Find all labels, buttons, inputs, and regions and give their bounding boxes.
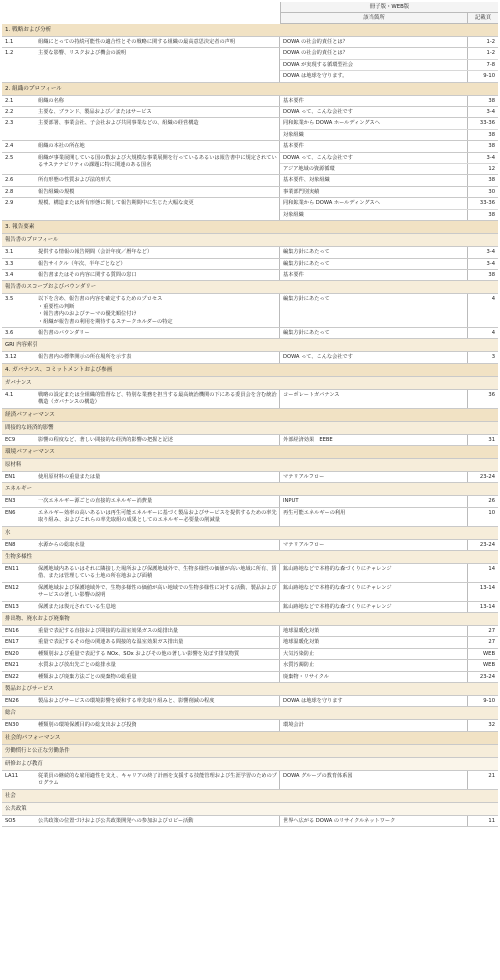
table-row (2, 649, 498, 660)
reference-location: 編集方針にあたって (280, 247, 468, 257)
reference-location: INPUT (280, 496, 468, 506)
reference-page: 38 (488, 271, 495, 278)
subsection-heading: 排出物、廃水および廃棄物 (2, 613, 498, 626)
table-row (2, 771, 498, 790)
subsection-heading: 労働慣行と公正な労働条件 (2, 745, 498, 758)
reference-row (280, 107, 498, 117)
indicator-description: 種類別の環境保護目的の総支出および投資 (36, 720, 280, 730)
reference-location: 鉱山跡地などで本格的な森づくりにチャレンジ (280, 602, 468, 612)
table-row (2, 660, 498, 671)
reference-location: 編集方針にあたって (280, 328, 468, 338)
reference-row (280, 626, 498, 636)
subsection-heading: エネルギー (2, 483, 498, 496)
indicator-id: 3.5 (5, 296, 14, 303)
reference-page: 23-24 (479, 541, 495, 548)
table-row (2, 564, 498, 583)
indicator-id: 3.6 (5, 329, 14, 336)
indicator-description: 一次エネルギー源ごとの直接的エネルギー消費量 (36, 496, 280, 506)
reference-list (280, 564, 498, 582)
indicator-id: EN13 (5, 603, 19, 610)
reference-page: 36 (488, 391, 495, 398)
indicator-id: 2.6 (5, 177, 14, 184)
reference-row (280, 602, 498, 612)
gri-index-table (2, 2, 498, 827)
indicator-description: 戦略の設定または全組織的監督など、特別な業務を担当する最高統治機関の下にある委員会を含む統治構造（ガバナンスの構造） (36, 390, 280, 408)
reference-row (280, 96, 498, 106)
reference-location: 地球温暖化対策 (280, 637, 468, 647)
subsection-heading: 間接的な経済的影響 (2, 422, 498, 435)
reference-page: 9-10 (483, 73, 495, 80)
table-row (2, 328, 498, 339)
reference-page: 3-4 (486, 260, 495, 267)
indicator-description: 種類別および重量で表記する NOx、SOx およびその他の著しい影響を及ぼす排気物質 (36, 649, 280, 659)
reference-location: 鉱山跡地などで本格的な森づくりにチャレンジ (280, 564, 468, 582)
table-row (2, 390, 498, 409)
reference-list (280, 637, 498, 647)
subsection-heading: GRI 内容索引 (2, 339, 498, 352)
table-row (2, 118, 498, 141)
reference-list (280, 270, 498, 280)
sub-subsection-heading: 研修および教育 (2, 758, 498, 771)
reference-list (280, 118, 498, 140)
table-header (2, 2, 498, 24)
reference-row (280, 649, 498, 659)
table-row (2, 153, 498, 176)
indicator-description: 規模、構造または所有形態に関して報告期間中に生じた大幅な変更 (36, 198, 280, 220)
indicator-id: 3.4 (5, 271, 14, 278)
reference-location: 世界へ広がる DOWA のリサイクルネットワーク (280, 816, 468, 826)
reference-row (280, 48, 498, 59)
indicator-id: EN16 (5, 628, 19, 635)
reference-list (280, 37, 498, 47)
reference-row (280, 210, 498, 220)
table-row (2, 816, 498, 827)
indicator-id: 2.1 (5, 97, 14, 104)
indicator-description: 従業員の継続的な雇用適性を支え、キャリアの終了計画を支援する技能管理および生涯学習のためのプログラム (36, 771, 280, 789)
reference-list (280, 141, 498, 151)
indicator-id: 4.1 (5, 391, 14, 398)
header-blank (2, 2, 281, 24)
reference-location: DOWA グループの教育体系図 (280, 771, 468, 789)
reference-page: 38 (488, 131, 495, 138)
table-row (2, 720, 498, 731)
reference-location: 水質汚濁防止 (280, 660, 468, 670)
indicator-description: 組織が事業展開している国の数および大規模な事業展開を行っているあるいは報告書中に規定されているサステナビリティの課題に特に関連のある国名 (36, 153, 280, 175)
reference-page: 3 (491, 354, 495, 361)
reference-location: 同和鉱業から DOWA ホールディングスへ (280, 198, 468, 208)
reference-list (280, 496, 498, 506)
reference-list (280, 390, 498, 408)
reference-list (280, 771, 498, 789)
reference-location: 基本要件、対象組織 (280, 175, 468, 185)
indicator-id: EN11 (5, 566, 19, 572)
reference-list (280, 649, 498, 659)
indicator-description: 提供する情報の報告期間（会計年度／暦年など） (36, 247, 280, 257)
reference-page: 23-24 (479, 473, 495, 480)
table-row (2, 48, 498, 82)
subsection-heading: 製品およびサービス (2, 683, 498, 696)
reference-location: 対象組織 (280, 130, 468, 140)
indicator-description: 水質および放出先ごとの総排水量 (36, 660, 280, 670)
indicator-id: 3.12 (5, 354, 17, 361)
indicator-id: EN22 (5, 673, 19, 680)
reference-location: 編集方針にあたって (280, 259, 468, 269)
reference-page: 13-14 (479, 603, 495, 610)
indicator-description: 重量で表記するその他の関連ある間接的な温室効果ガス排出量 (36, 637, 280, 647)
indicator-description: 報告書またはその内容に関する質問の窓口 (36, 270, 280, 280)
reference-page: 3-4 (486, 109, 495, 116)
reference-row (280, 270, 498, 280)
indicator-id: EN3 (5, 498, 16, 505)
reference-list (280, 328, 498, 338)
reference-page: WEB (483, 650, 495, 657)
reference-page: 4 (491, 329, 495, 336)
indicator-description: 報告サイクル（年次、半年ごとなど） (36, 259, 280, 269)
indicator-id: LA11 (5, 772, 19, 779)
reference-row (280, 294, 498, 327)
reference-row (280, 583, 498, 601)
reference-row (280, 637, 498, 647)
indicator-description: 所有形態の性質および法的形式 (36, 175, 280, 185)
indicator-id: 2.2 (5, 109, 14, 116)
reference-row (280, 328, 498, 338)
header-right (281, 2, 498, 24)
reference-list (280, 672, 498, 682)
indicator-id: EN20 (5, 650, 19, 657)
indicator-description: 影響の程度など、著しい間接的な経済的影響の把握と記述 (36, 435, 280, 445)
section-heading: 経済パフォーマンス (2, 409, 498, 422)
section-heading: 環境パフォーマンス (2, 446, 498, 459)
indicator-id: EN1 (5, 473, 16, 480)
indicator-id: 3.1 (5, 249, 14, 256)
table-row (2, 96, 498, 107)
reference-location: DOWA は地球を守ります (280, 696, 468, 706)
section-heading: 4. ガバナンス、コミットメントおよび参画 (2, 364, 498, 377)
indicator-description: 重量で表記する直接および間接的な温室効果ガスの総排出量 (36, 626, 280, 636)
section-heading: 2. 組織のプロフィール (2, 83, 498, 96)
reference-row (280, 198, 498, 209)
table-row (2, 496, 498, 507)
reference-row (280, 508, 498, 526)
reference-page: 27 (488, 639, 495, 646)
indicator-description: 主要な影響、リスクおよび機会の説明 (36, 48, 280, 81)
reference-page: 32 (488, 722, 495, 729)
reference-row (280, 435, 498, 445)
indicator-description: 主要な、ブランド、製品および／またはサービス (36, 107, 280, 117)
table-row (2, 435, 498, 446)
indicator-id: 2.4 (5, 143, 14, 150)
reference-location: DOWA の社会的責任とは？ (280, 48, 468, 58)
indicator-id: 2.3 (5, 120, 14, 127)
header-location-label: 該当箇所 (281, 13, 468, 23)
indicator-id: 1.2 (5, 50, 14, 57)
reference-page: 13-14 (479, 584, 495, 591)
reference-location: マテリアルフロー (280, 540, 468, 550)
reference-location: 編集方針にあたって (280, 294, 468, 327)
reference-page: 33-36 (479, 120, 495, 127)
table-row (2, 626, 498, 637)
reference-location: 廃棄物・リサイクル (280, 672, 468, 682)
indicator-id: 2.5 (5, 154, 14, 161)
table-row (2, 508, 498, 527)
indicator-id: EN12 (5, 584, 19, 591)
reference-list (280, 472, 498, 482)
table-row (2, 352, 498, 363)
reference-page: 38 (488, 211, 495, 218)
reference-location: アジア地域の資源循環 (280, 164, 468, 174)
reference-row (280, 187, 498, 197)
subsection-heading: 報告書のプロフィール (2, 234, 498, 247)
reference-row (280, 259, 498, 269)
reference-list (280, 187, 498, 197)
reference-location: 基本要件 (280, 270, 468, 280)
table-row (2, 37, 498, 48)
reference-row (280, 247, 498, 257)
indicator-description: 報告書内の標準開示の所在場所を示す表 (36, 352, 280, 362)
reference-row (280, 118, 498, 129)
table-row (2, 107, 498, 118)
reference-page: 33-36 (479, 200, 495, 207)
indicator-id: 2.8 (5, 188, 14, 195)
reference-row (280, 472, 498, 482)
reference-list (280, 435, 498, 445)
indicator-id: 1.1 (5, 39, 14, 45)
table-row (2, 247, 498, 258)
reference-location: 対象組織 (280, 210, 468, 220)
indicator-id: 3.3 (5, 260, 14, 267)
reference-page: 30 (488, 188, 495, 195)
reference-page: 11 (488, 817, 495, 824)
indicator-description: 種類および廃棄方法ごとの廃棄物の総重量 (36, 672, 280, 682)
reference-list (280, 259, 498, 269)
header-columns (281, 13, 498, 24)
reference-location: 大気汚染防止 (280, 649, 468, 659)
reference-list (280, 107, 498, 117)
indicator-id: SO5 (5, 817, 16, 824)
indicator-description: 水源からの総取水量 (36, 540, 280, 550)
subsection-heading: 総合 (2, 707, 498, 720)
reference-location: 地球温暖化対策 (280, 626, 468, 636)
reference-page: 21 (488, 772, 495, 779)
subsection-heading: 原材料 (2, 459, 498, 472)
indicator-description: 保護地域および保護地域外で、生物多様性の価値が高い地域での生物多様性に対する活動、製品およびサービスの著しい影響の説明 (36, 583, 280, 601)
reference-location: 外部経済効果 EEBE (280, 435, 468, 445)
reference-page: 3-4 (486, 249, 495, 256)
reference-page: 3-4 (486, 154, 495, 161)
reference-location: DOWA が実現する循環型社会 (280, 60, 468, 70)
reference-list (280, 660, 498, 670)
reference-row (280, 153, 498, 164)
reference-location: マテリアルフロー (280, 472, 468, 482)
reference-location: 同和鉱業から DOWA ホールディングスへ (280, 118, 468, 128)
reference-location: 事業部門別実績 (280, 187, 468, 197)
reference-row (280, 130, 498, 140)
indicator-description: 組織の名称 (36, 96, 280, 106)
reference-page: 4 (491, 296, 495, 303)
indicator-id: EC9 (5, 436, 16, 443)
reference-list (280, 816, 498, 826)
reference-list (280, 153, 498, 175)
reference-page: 31 (488, 436, 495, 443)
reference-page: 7-8 (486, 61, 495, 68)
reference-location: 基本要件 (280, 141, 468, 151)
reference-row (280, 816, 498, 826)
reference-list (280, 602, 498, 612)
reference-row (280, 672, 498, 682)
indicator-id: EN30 (5, 722, 19, 729)
header-page-label: 記載頁 (474, 15, 492, 21)
reference-row (280, 141, 498, 151)
reference-list (280, 352, 498, 362)
header-group-label: 冊子版・WEB版 (281, 2, 498, 13)
indicator-description: 報告書のバウンダリー (36, 328, 280, 338)
table-row (2, 294, 498, 328)
table-row (2, 540, 498, 551)
reference-page: 26 (488, 498, 495, 505)
reference-page: 38 (488, 143, 495, 150)
reference-page: 14 (488, 566, 495, 572)
indicator-description: エネルギー効率の高いあるいは再生可能エネルギーに基づく製品およびサービスを提供するための率先取り組み、およびこれらの率先取組の成果としてのエネルギー必要量の削減量 (36, 508, 280, 526)
indicator-id: EN6 (5, 509, 16, 516)
indicator-id: EN26 (5, 698, 19, 705)
table-row (2, 259, 498, 270)
reference-page: 1-2 (486, 39, 495, 45)
reference-page: WEB (483, 662, 495, 669)
reference-row (280, 564, 498, 582)
reference-location: 基本要件 (280, 96, 468, 106)
table-row (2, 583, 498, 602)
reference-list (280, 48, 498, 81)
indicator-description: 使用原材料の重量または量 (36, 472, 280, 482)
indicator-id: EN8 (5, 541, 16, 548)
section-heading: 3. 報告要素 (2, 221, 498, 234)
reference-list (280, 508, 498, 526)
reference-page: 9-10 (483, 698, 495, 705)
table-row (2, 602, 498, 613)
section-heading: 社会的パフォーマンス (2, 732, 498, 745)
indicator-description: 組織にとっての持続可能性の適合性とその戦略に関する組織の最高意思決定者の声明 (36, 37, 280, 47)
reference-location: DOWA は地球を守ります。 (280, 71, 468, 81)
reference-location: DOWA って、こんな会社です (280, 107, 468, 117)
subsection-heading: 報告書のスコープおよびバウンダリー (2, 281, 498, 294)
reference-location: 鉱山跡地などで本格的な森づくりにチャレンジ (280, 583, 468, 601)
reference-page: 12 (488, 166, 495, 173)
reference-list (280, 198, 498, 220)
indicator-description: 以下を含め、報告書の内容を確定するためのプロセス ・重要性の判断 ・報告書内のおよびテーマの優先順位付け ・組織が報告書の利用を期待するステークホルダーの特定 (36, 294, 280, 327)
indicator-description: 保護または復元されている生息地 (36, 602, 280, 612)
reference-list (280, 583, 498, 601)
indicator-description: 報告組織の規模 (36, 187, 280, 197)
table-row (2, 696, 498, 707)
indicator-id: 2.9 (5, 200, 14, 207)
reference-row (280, 60, 498, 71)
reference-row (280, 696, 498, 706)
reference-page: 10 (488, 509, 495, 516)
reference-row (280, 540, 498, 550)
subsection-heading: 社会 (2, 790, 498, 803)
reference-row (280, 660, 498, 670)
reference-row (280, 352, 498, 362)
reference-location: DOWA って、こんな会社です (280, 352, 468, 362)
reference-location: 再生可能エネルギーの利用 (280, 508, 468, 526)
reference-row (280, 71, 498, 81)
reference-row (280, 164, 498, 174)
reference-page: 27 (488, 628, 495, 635)
reference-list (280, 294, 498, 327)
reference-row (280, 720, 498, 730)
reference-page: 38 (488, 177, 495, 184)
subsection-heading: 水 (2, 527, 498, 540)
reference-list (280, 696, 498, 706)
subsection-heading: ガバナンス (2, 377, 498, 390)
reference-page: 38 (488, 97, 495, 104)
reference-list (280, 720, 498, 730)
table-row (2, 270, 498, 281)
table-row (2, 187, 498, 198)
table-row (2, 637, 498, 648)
reference-location: DOWA の社会的責任とは？ (280, 37, 468, 47)
reference-row (280, 496, 498, 506)
reference-row (280, 37, 498, 47)
section-heading: 1. 戦略および分析 (2, 24, 498, 37)
reference-location: コーポレートガバナンス (280, 390, 468, 408)
table-body (2, 24, 498, 827)
table-row (2, 472, 498, 483)
indicator-description: 主要部署、事業会社、子会社および共同事業などの、組織の経営構造 (36, 118, 280, 140)
indicator-description: 公共政策の位置づけおよび公共政策開発への参加およびロビー活動 (36, 816, 280, 826)
indicator-description: 保護地域内あるいはそれに隣接した場所および保護地域外で、生物多様性の価値が高い地域に所有、賃借、または管理している土地の所在地および面積 (36, 564, 280, 582)
table-row (2, 672, 498, 683)
reference-page: 23-24 (479, 673, 495, 680)
sub-subsection-heading: 公共政策 (2, 803, 498, 816)
table-row (2, 141, 498, 152)
table-row (2, 175, 498, 186)
subsection-heading: 生物多様性 (2, 551, 498, 564)
reference-row (280, 771, 498, 789)
reference-list (280, 247, 498, 257)
reference-list (280, 626, 498, 636)
reference-row (280, 390, 498, 408)
indicator-description: 製品およびサービスの環境影響を緩和する率先取り組みと、影響削減の程度 (36, 696, 280, 706)
table-row (2, 198, 498, 221)
reference-location: 環境会計 (280, 720, 468, 730)
indicator-id: EN21 (5, 662, 19, 669)
reference-row (280, 175, 498, 185)
reference-page: 1-2 (486, 50, 495, 57)
reference-location: DOWA って、こんな会社です (280, 153, 468, 163)
reference-list (280, 96, 498, 106)
indicator-id: EN17 (5, 639, 19, 646)
reference-list (280, 540, 498, 550)
indicator-description: 組織の本社の所在地 (36, 141, 280, 151)
reference-list (280, 175, 498, 185)
